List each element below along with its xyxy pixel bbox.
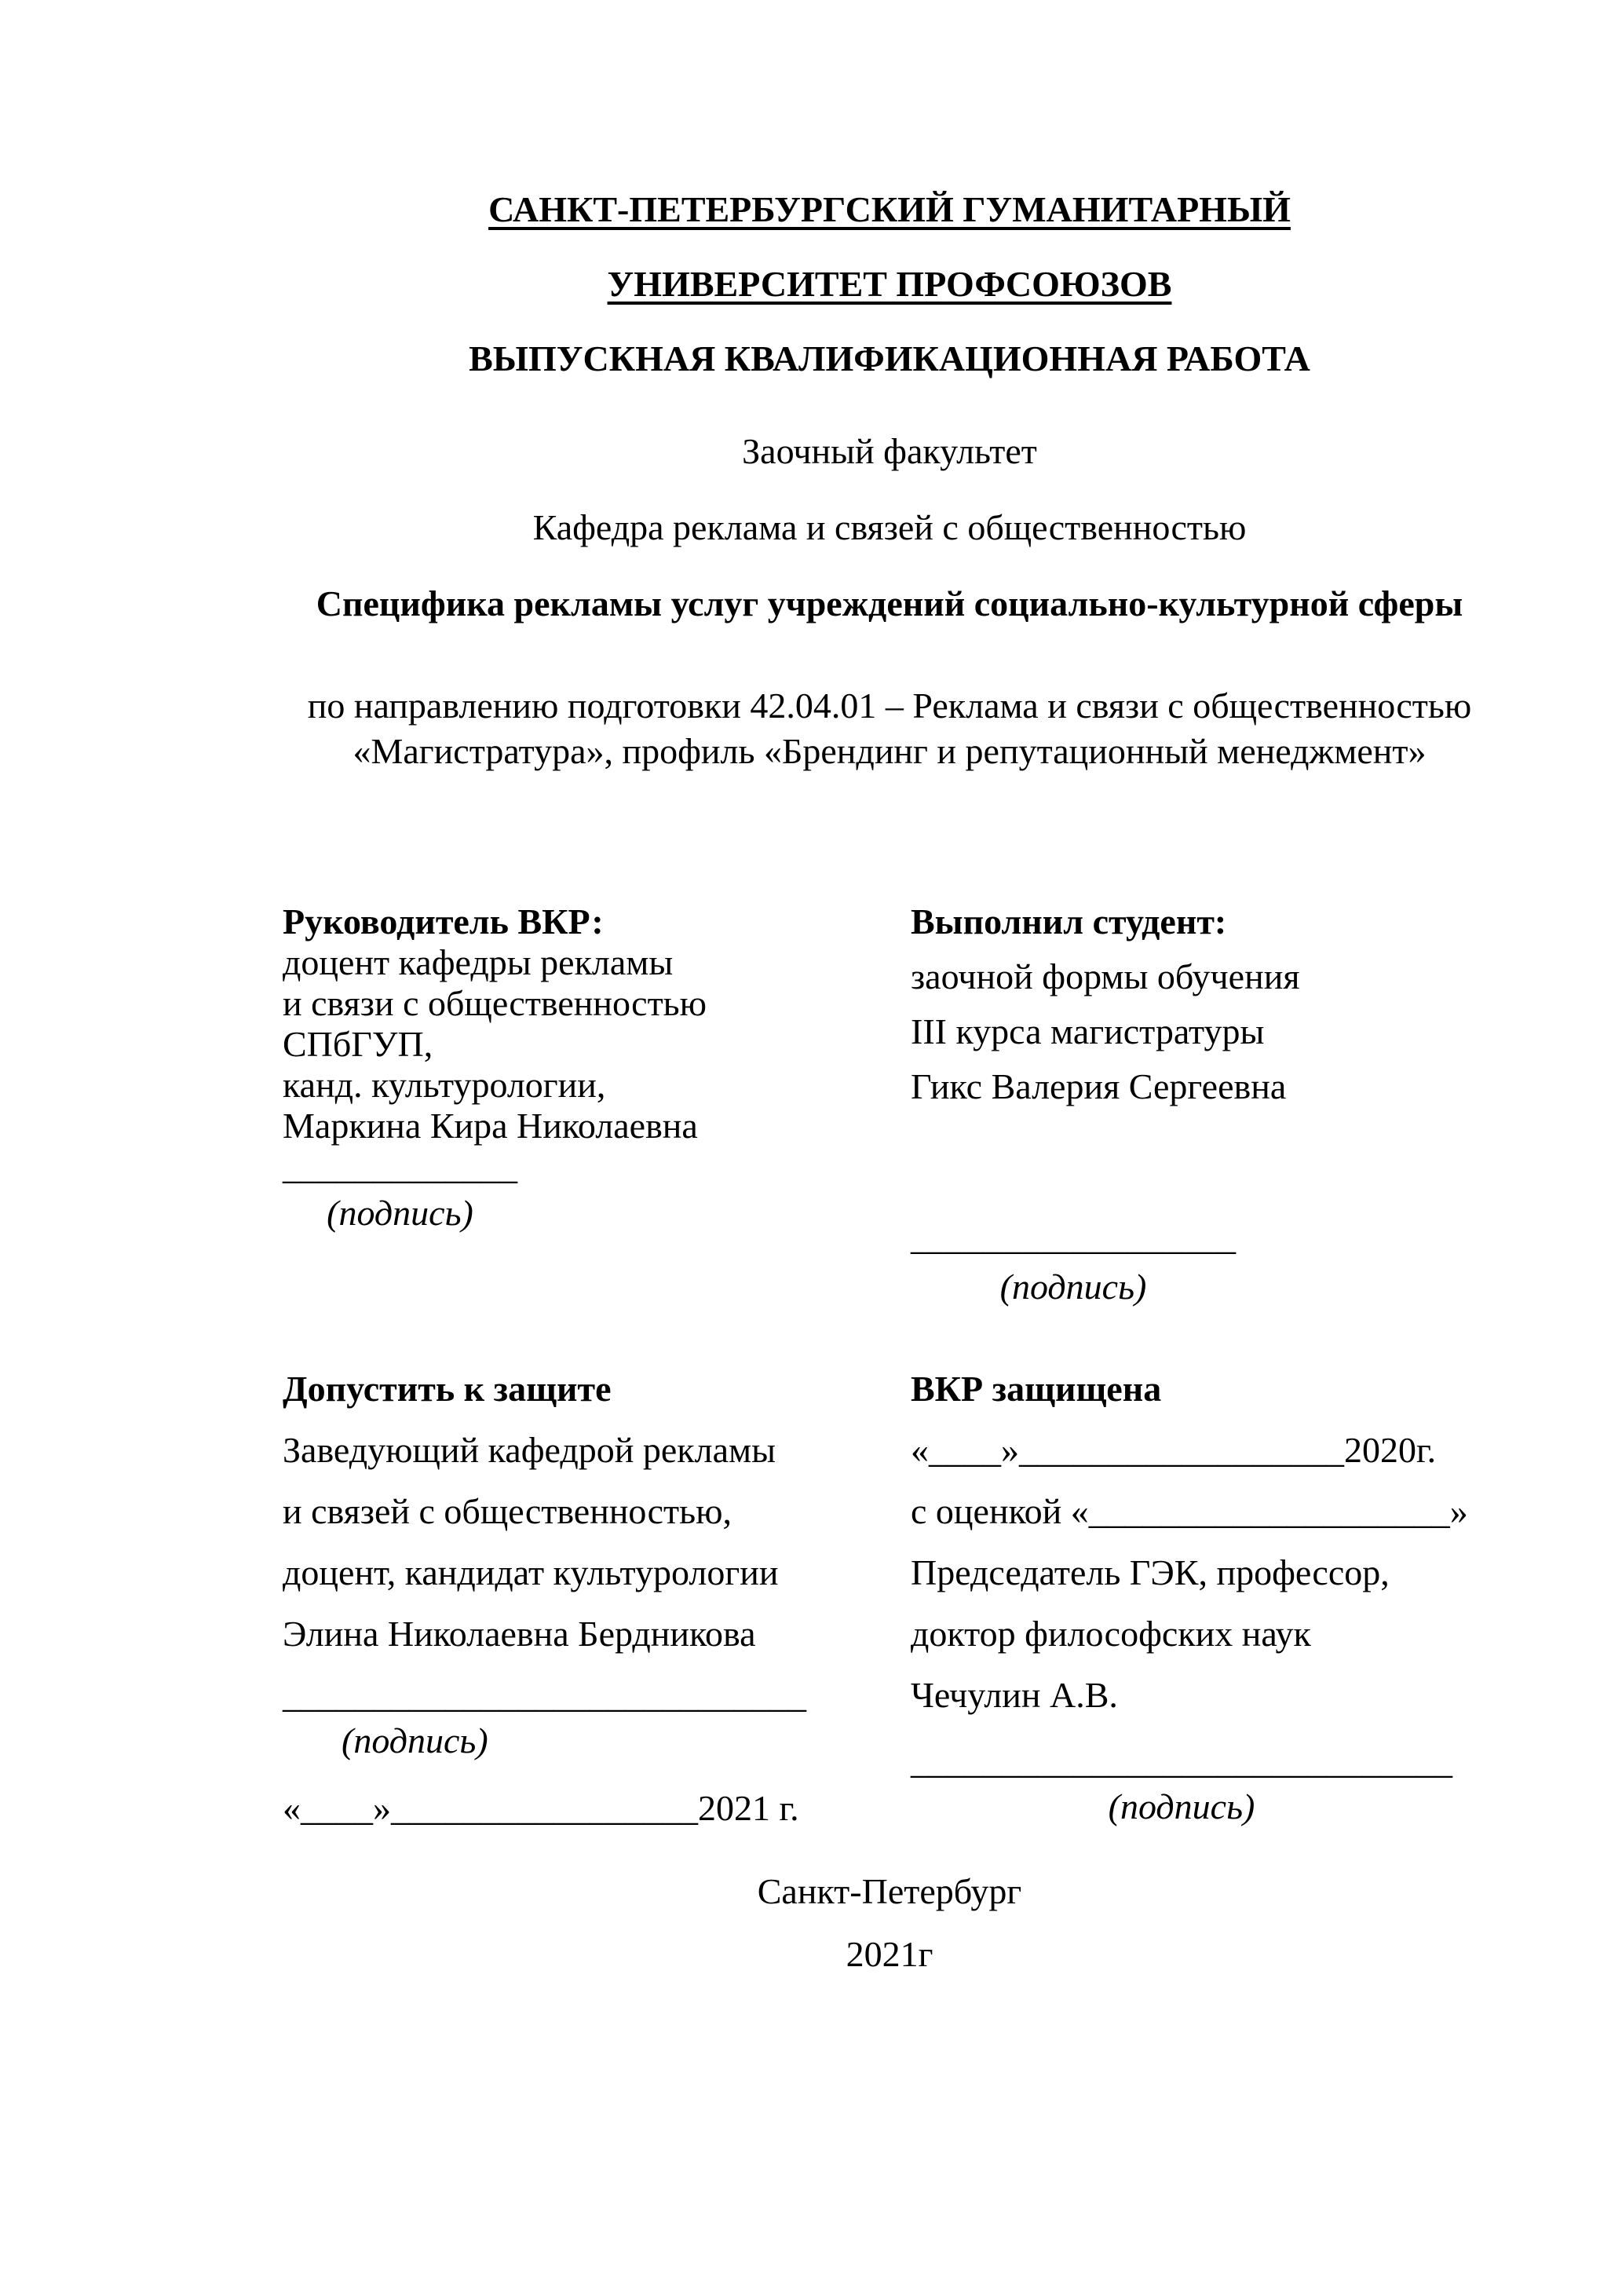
- footer-year: 2021г: [846, 1934, 933, 1974]
- supervisor-heading: Руководитель ВКР:: [283, 901, 604, 941]
- defense-line-2: доктор философских наук: [911, 1614, 1311, 1654]
- student-line-2: III курса магистратуры: [911, 1011, 1265, 1051]
- supervisor-block: [283, 901, 911, 1236]
- university-name-line-2: УНИВЕРСИТЕТ ПРОФСОЮЗОВ: [607, 264, 1172, 304]
- student-signature-line: __________________: [911, 1217, 1236, 1257]
- supervisor-signature-line: _____________: [283, 1146, 517, 1186]
- supervisor-line-1: доцент кафедры рекламы: [283, 942, 674, 982]
- signatures-row-1: [283, 901, 1496, 1366]
- admission-signature-caption: (подпись): [342, 1720, 488, 1760]
- student-heading: Выполнил студент:: [911, 901, 1227, 941]
- admission-line-3: доцент, кандидат культурологии: [283, 1552, 779, 1592]
- defense-chair-name: Чечулин А.В.: [911, 1675, 1118, 1715]
- supervisor-line-4: канд. культурологии,: [283, 1065, 606, 1105]
- faculty-line: Заочный факультет: [742, 431, 1037, 471]
- department-line: Кафедра реклама и связей с общественностью: [532, 507, 1247, 547]
- program-paragraph: [283, 683, 1496, 774]
- title-block: [283, 187, 1496, 774]
- student-line-1: заочной формы обучения: [911, 956, 1300, 996]
- defense-heading: ВКР защищена: [911, 1369, 1162, 1409]
- student-signature-caption: (подпись): [999, 1267, 1147, 1307]
- admission-heading: Допустить к защите: [283, 1369, 612, 1409]
- footer-block: [283, 1869, 1496, 1977]
- supervisor-signature-caption: (подпись): [327, 1193, 473, 1233]
- admission-name: Элина Николаевна Бердникова: [283, 1614, 756, 1654]
- work-type-heading: ВЫПУСКНАЯ КВАЛИФИКАЦИОННАЯ РАБОТА: [469, 338, 1310, 378]
- admission-signature-line: _____________________________: [283, 1675, 806, 1715]
- university-name-line-1: САНКТ-ПЕТЕРБУРГСКИЙ ГУМАНИТАРНЫЙ: [488, 189, 1291, 229]
- defense-line-1: Председатель ГЭК, профессор,: [911, 1552, 1390, 1592]
- defense-grade-line: с оценкой «____________________»: [911, 1491, 1468, 1531]
- supervisor-line-2: и связи с общественностью: [283, 983, 707, 1023]
- program-line-2: «Магистратура», профиль «Брендинг и репутационный менеджмент»: [353, 731, 1427, 771]
- defense-signature-line: ______________________________: [911, 1741, 1452, 1781]
- admission-line-2: и связей с общественностью,: [283, 1491, 732, 1531]
- defense-signature-caption: (подпись): [1108, 1786, 1255, 1826]
- program-line-1: по направлению подготовки 42.04.01 – Реклама и связи с общественностью: [307, 686, 1472, 726]
- defense-block: [911, 1366, 1496, 1830]
- footer-city: Санкт-Петербург: [757, 1871, 1022, 1911]
- student-block: [911, 901, 1496, 1310]
- supervisor-name: Маркина Кира Николаевна: [283, 1106, 698, 1146]
- admission-line-1: Заведующий кафедрой рекламы: [283, 1430, 776, 1470]
- signatures-row-2: [283, 1366, 1496, 1847]
- student-name: Гикс Валерия Сергеевна: [911, 1066, 1287, 1106]
- defense-date-line: «____»__________________2020г.: [911, 1430, 1437, 1470]
- thesis-title: Специфика рекламы услуг учреждений социально-культурной сферы: [316, 583, 1463, 623]
- supervisor-line-3: СПбГУП,: [283, 1024, 433, 1064]
- admission-date-line: «____»_________________2021 г.: [283, 1788, 799, 1828]
- admission-block: [283, 1366, 911, 1847]
